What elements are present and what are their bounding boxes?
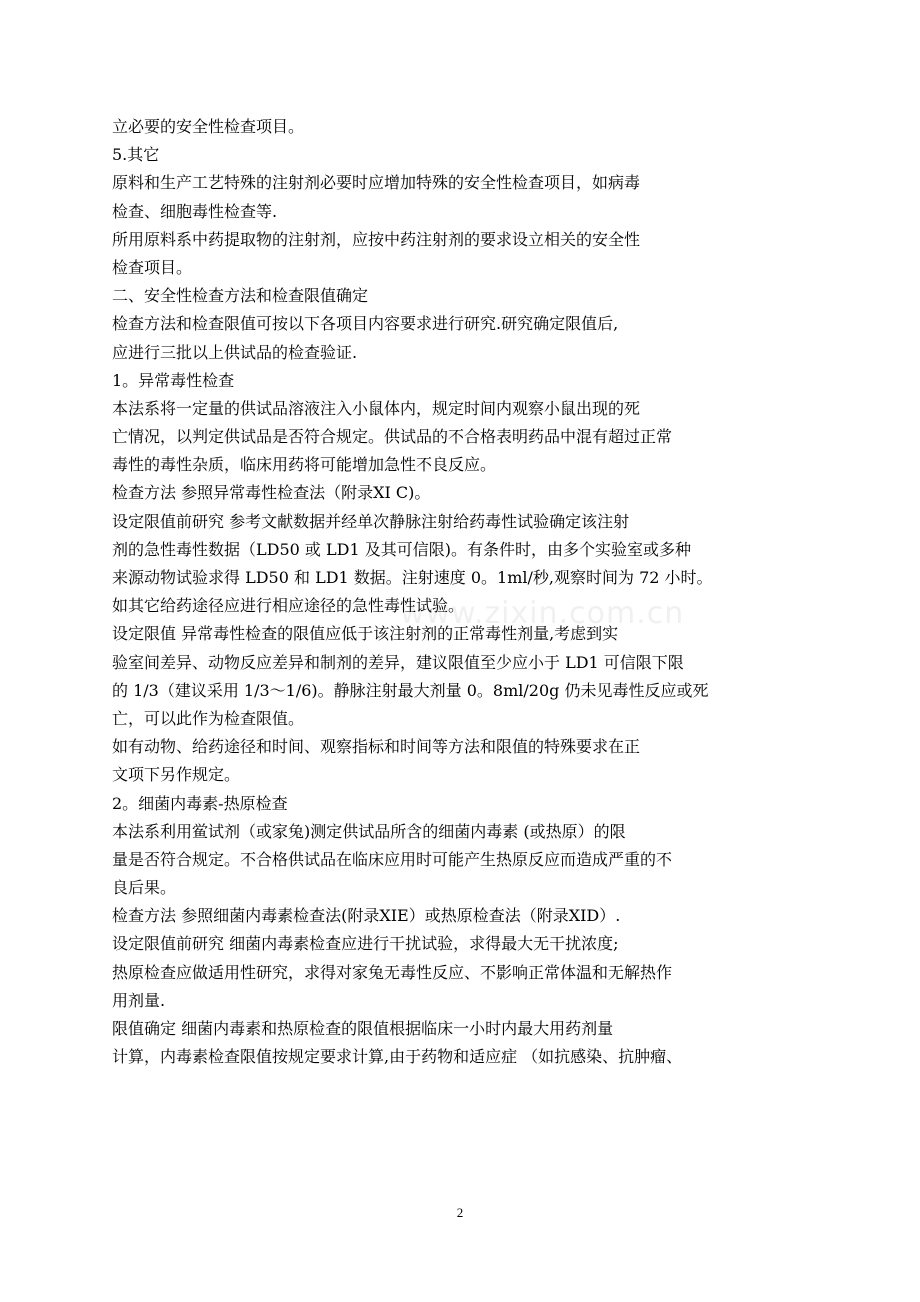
text-line: 的 1/3（建议采用 1/3～1/6)。静脉注射最大剂量 0。8ml/20g 仍未见毒性反应或死 (112, 680, 709, 700)
text-line: 如其它给药途径应进行相应途径的急性毒性试验。 (112, 596, 465, 616)
text-line: 本法系将一定量的供试品溶液注入小鼠体内，规定时间内观察小鼠出现的死 (112, 398, 641, 418)
section-heading: 二、安全性检查方法和检查限值确定 (112, 286, 369, 306)
text-line: 热原检查应做适用性研究，求得对家兔无毒性反应、不影响正常体温和无解热作 (112, 962, 673, 982)
text-line: 用剂量. (112, 990, 166, 1010)
text-line: 检查、细胞毒性检查等. (112, 201, 278, 221)
text-line: 检查方法 参照细菌内毒素检查法(附录XIE）或热原检查法（附录XID）. (112, 906, 621, 926)
section-heading: 1。异常毒性检查 (112, 370, 235, 390)
text-line: 设定限值前研究 参考文献数据并经单次静脉注射给药毒性试验确定该注射 (112, 511, 630, 531)
text-line: 设定限值前研究 细菌内毒素检查应进行干扰试验，求得最大无干扰浓度; (112, 934, 619, 954)
text-line: 检查项目。 (112, 257, 193, 277)
text-line: 剂的急性毒性数据（LD50 或 LD1 及其可信限)。有条件时，由多个实验室或多种 (112, 539, 691, 559)
page-number: 2 (456, 1205, 464, 1220)
text-line: 检查方法 参照异常毒性检查法（附录XI C)。 (112, 483, 431, 503)
text-line: 计算，内毒素检查限值按规定要求计算,由于药物和适应症 （如抗感染、抗肿瘤、 (112, 1047, 683, 1067)
text-line: 毒性的毒性杂质，临床用药将可能增加急性不良反应。 (112, 455, 497, 475)
text-line: 量是否符合规定。不合格供试品在临床应用时可能产生热原反应而造成严重的不 (112, 849, 673, 869)
text-line: 文项下另作规定。 (112, 765, 241, 785)
text-line: 来源动物试验求得 LD50 和 LD1 数据。注射速度 0。1ml/秒,观察时间为 72 小时。 (112, 568, 713, 587)
body-text (112, 113, 802, 1071)
text-line: 应进行三批以上供试品的检查验证. (112, 342, 358, 362)
text-line: 所用原料系中药提取物的注射剂，应按中药注射剂的要求设立相关的安全性 (112, 229, 641, 249)
text-line: 限值确定 细菌内毒素和热原检查的限值根据临床一小时内最大用药剂量 (112, 1019, 614, 1038)
text-line: 检查方法和检查限值可按以下各项目内容要求进行研究.研究确定限值后, (112, 314, 619, 334)
watermark: www.zixin.com.cn (400, 596, 685, 631)
text-line: 良后果。 (112, 878, 177, 898)
text-line: 本法系利用鲎试剂（或家兔)测定供试品所含的细菌内毒素 (或热原）的限 (112, 821, 626, 841)
text-line: 验室间差异、动物反应差异和制剂的差异，建议限值至少应小于 LD1 可信限下限 (112, 652, 684, 672)
section-heading: 2。细菌内毒素-热原检查 (112, 793, 288, 813)
section-heading: 5.其它 (112, 145, 160, 165)
text-line: 立必要的安全性检查项目。 (112, 117, 305, 136)
text-line: 原料和生产工艺特殊的注射剂必要时应增加特殊的安全性检查项目，如病毒 (112, 173, 641, 193)
text-line: 设定限值 异常毒性检查的限值应低于该注射剂的正常毒性剂量,考虑到实 (112, 624, 619, 644)
text-line: 如有动物、给药途径和时间、观察指标和时间等方法和限值的特殊要求在正 (112, 737, 641, 757)
text-line: 亡，可以此作为检查限值。 (112, 708, 305, 728)
text-line: 亡情况，以判定供试品是否符合规定。供试品的不合格表明药品中混有超过正常 (112, 427, 673, 447)
